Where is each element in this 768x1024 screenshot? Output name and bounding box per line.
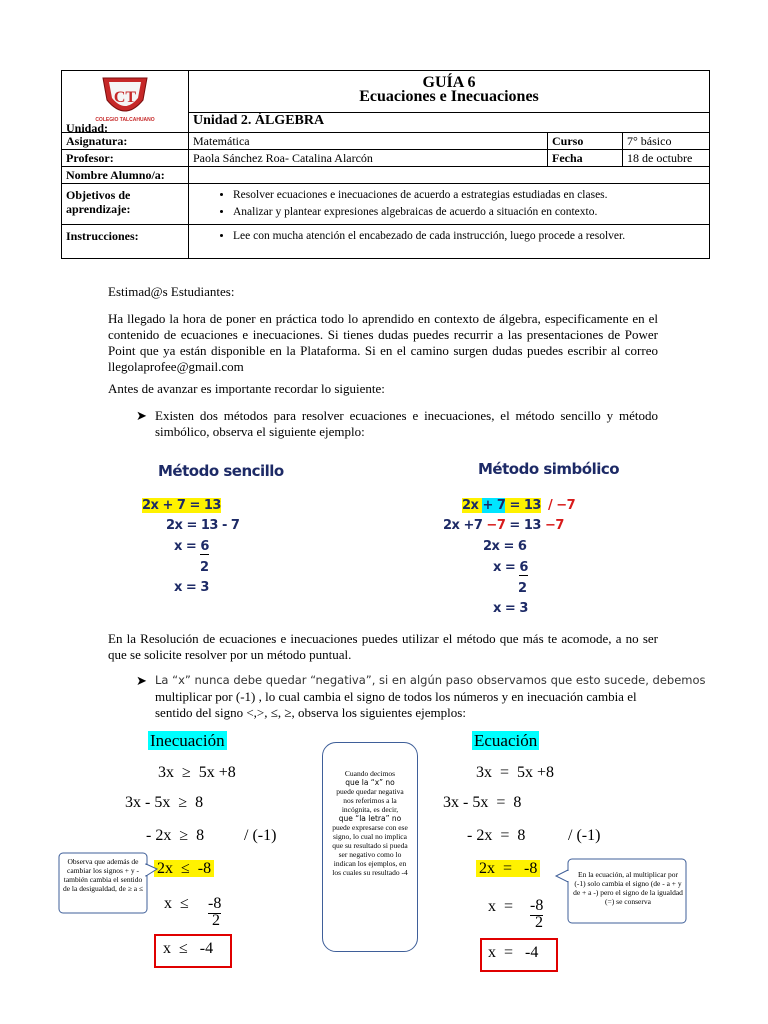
fecha-label: Fecha [548, 150, 623, 167]
asignatura-label: Asignatura: [62, 133, 189, 150]
inecuacion-title: Inecuación [150, 731, 225, 750]
simbolico-line-1: 2x + 7 = 13 [462, 498, 541, 513]
inecuacion-result: x ≤ -4 [163, 940, 214, 957]
objetivo-item: • Analizar y plantear expresiones algebraicas de acuerdo a situación en contexto. [233, 204, 705, 221]
guide-title: GUÍA 6 [422, 74, 476, 91]
inecuacion-operation: / (-1) [244, 827, 277, 844]
profesor-value: Paola Sánchez Roa- Catalina Alarcón [189, 150, 548, 167]
fecha-value: 18 de octubre [623, 150, 710, 167]
bullet-arrow-icon: ➤ [136, 673, 147, 688]
sencillo-numerator: 6 [200, 539, 209, 554]
left-callout-text: Observa que además de cambiar los signos + y - también cambia el sentido de la desigualdad, de ≥ a ≤ [62, 857, 144, 893]
inecuacion-numerator: -8 [208, 895, 222, 912]
center-callout-line: puede quedar negativa nos referimos a la incógnita, es decir, [336, 787, 404, 814]
center-callout [322, 742, 418, 952]
negative-x-bullet-b: multiplicar por (-1) , lo cual cambia el signo de todos los números y en inecuación cambia el sentido del signo <,>, ≤, ≥, observa los siguientes ejemplos: [155, 689, 637, 720]
inecuacion-line-2: 3x - 5x ≥ 8 [125, 794, 204, 811]
ecuacion-line-5: x = [488, 898, 514, 915]
instrucciones-text: • Lee con mucha atención el encabezado de cada instrucción, luego procede a resolver. [233, 228, 705, 245]
logo-subtext: COLEGIO TALCAHUANO [95, 117, 155, 123]
logo-letters: CT [113, 89, 137, 106]
curso-value: 7° básico [623, 133, 710, 150]
sencillo-title: Método sencillo [158, 462, 284, 480]
simbolico-result: x = 3 [493, 601, 528, 616]
header-table [61, 70, 710, 259]
simbolico-operation: / −7 [548, 498, 576, 513]
ecuacion-title: Ecuación [474, 731, 538, 750]
sencillo-line-3: x = 6 [174, 539, 209, 554]
instrucciones-label: Instrucciones: [62, 225, 189, 259]
inecuacion-line-3: - 2x ≥ 8 [146, 827, 205, 844]
reminder-paragraph: Antes de avanzar es importante recordar lo siguiente: [108, 381, 385, 396]
right-callout-text: En la ecuación, al multiplicar por (-1) solo cambia el signo (de - a + y de + a -) pero el signo de la igualdad (=) se conserva [573, 870, 683, 906]
school-logo-icon [95, 72, 155, 128]
sencillo-denominator: 2 [200, 560, 209, 575]
simbolico-numerator: 6 [519, 560, 528, 575]
resolution-paragraph: En la Resolución de ecuaciones e inecuaciones puedes utilizar el método que más te acomode, a no ser que se solicite resolver por un método puntual. [108, 631, 658, 662]
ecuacion-denominator: 2 [535, 914, 543, 931]
unidad-value: Unidad 2. ÁLGEBRA [189, 113, 710, 133]
sencillo-result: x = 3 [174, 580, 209, 595]
simbolico-denominator: 2 [518, 581, 527, 596]
curso-label: Curso [548, 133, 623, 150]
center-callout-line: que “la letra” no [338, 814, 402, 823]
objetivos-cell [189, 184, 710, 225]
objetivos-label: Objetivos de aprendizaje: [62, 184, 189, 225]
ecuacion-line-3: - 2x = 8 [467, 827, 526, 844]
methods-bullet: Existen dos métodos para resolver ecuaciones e inecuaciones, el método sencillo y método simbólico, observa el siguiente ejemplo: [155, 408, 658, 439]
inecuacion-denominator: 2 [212, 912, 220, 929]
ecuacion-line-1: 3x = 5x +8 [476, 764, 555, 781]
simbolico-line-3: 2x = 6 [483, 539, 527, 554]
sencillo-eq-highlight: 2x + 7 = 13 [142, 498, 221, 513]
ecuacion-line-4: 2x = -8 [476, 860, 540, 878]
greeting: Estimad@s Estudiantes: [108, 284, 235, 299]
instrucciones-cell [189, 225, 710, 259]
guide-subtitle: Ecuaciones e Inecuaciones [359, 88, 539, 105]
bullet-arrow-icon: ➤ [136, 408, 147, 423]
inecuacion-line-5: x ≤ [164, 895, 189, 912]
center-callout-line: Cuando decimos [344, 769, 396, 778]
simbolico-title: Método simbólico [478, 460, 620, 478]
negative-x-bullet-a: La “x” nunca debe quedar “negativa”, si en algún paso observamos que esto sucede, debemos [155, 673, 706, 687]
intro-paragraph: Ha llegado la hora de poner en práctica todo lo aprendido en contexto de álgebra, especificamente en el contenido de ecuaciones e inecuaciones. Si tienes dudas puedes recurrir a las presentaciones de Power Point que ya están disponible en la Plataforma. Si en el camino surgen dudas puedes escribir al correo llegolaprofee@gmail.com [108, 311, 658, 374]
ecuacion-line-2: 3x - 5x = 8 [443, 794, 522, 811]
profesor-label: Profesor: [62, 150, 189, 167]
alumno-field[interactable] [189, 167, 710, 184]
simbolico-line-2: 2x +7 −7 = 13 −7 [443, 518, 564, 533]
title-cell [189, 71, 710, 113]
inecuacion-line-1: 3x ≥ 5x +8 [158, 764, 236, 781]
inecuacion-line-4: 2x ≤ -8 [154, 860, 214, 878]
center-callout-line: puede expresarse con ese signo, lo cual no implica que su resultado si pueda ser negativo como lo indican los ejemplos, en los cuales su resultado -4 [332, 823, 408, 877]
unidad-label: Unidad: [66, 121, 109, 135]
sencillo-line-2: 2x = 13 - 7 [166, 518, 240, 533]
center-callout-line: que la “x” no [345, 778, 395, 787]
alumno-label: Nombre Alumno/a: [62, 167, 189, 184]
sencillo-line-1 [142, 498, 221, 513]
asignatura-value: Matemática [189, 133, 548, 150]
ecuacion-numerator: -8 [530, 897, 544, 914]
objetivo-item: • Resolver ecuaciones e inecuaciones de acuerdo a estrategias estudiadas en clases. [233, 187, 705, 204]
ecuacion-operation: / (-1) [568, 827, 601, 844]
ecuacion-result: x = -4 [488, 944, 539, 961]
simbolico-line-4: x = 6 [493, 560, 528, 575]
